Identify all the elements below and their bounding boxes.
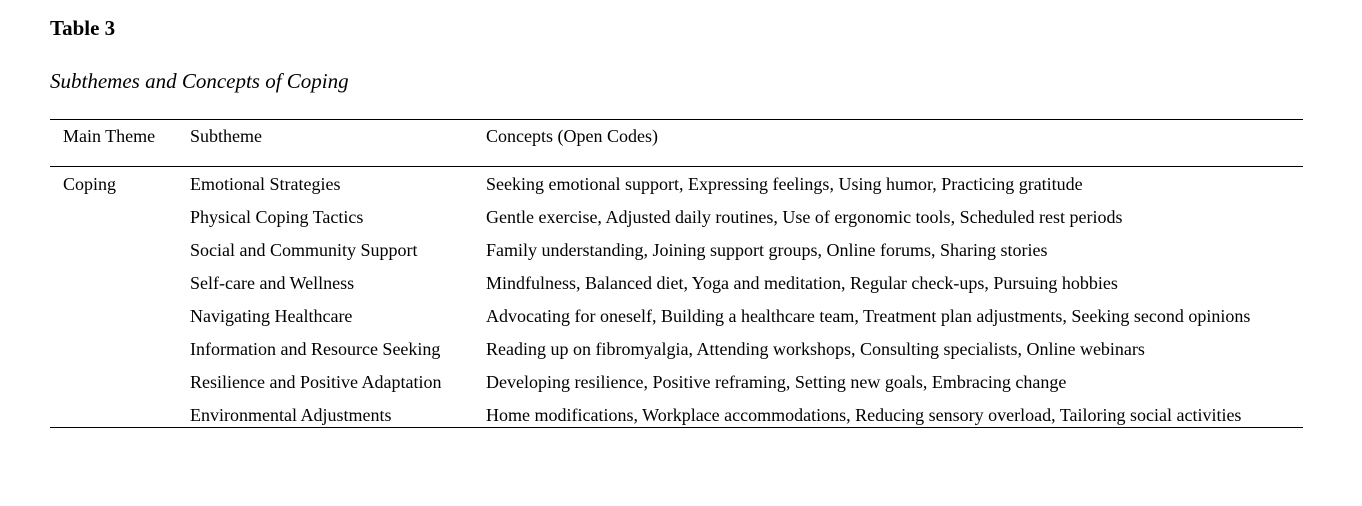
table-row (50, 399, 1303, 428)
subtheme-cell: Emotional Strategies (190, 174, 341, 194)
concepts-cell: Gentle exercise, Adjusted daily routines, Use of ergonomic tools, Scheduled rest periods (486, 207, 1123, 227)
table-label: Table 3 (50, 16, 116, 40)
header-main-theme: Main Theme (63, 126, 156, 146)
table-caption: Subthemes and Concepts of Coping (50, 69, 349, 93)
coping-table (50, 119, 1303, 428)
concepts-cell: Developing resilience, Positive reframing, Setting new goals, Embracing change (486, 372, 1067, 392)
table-row (50, 300, 1303, 333)
table-row (50, 267, 1303, 300)
concepts-cell: Family understanding, Joining support groups, Online forums, Sharing stories (486, 240, 1048, 260)
main-theme-cell: Coping (63, 174, 117, 194)
main-theme-cell-empty (50, 300, 190, 333)
subtheme-cell: Information and Resource Seeking (190, 339, 441, 359)
subtheme-cell: Navigating Healthcare (190, 306, 353, 326)
subtheme-cell: Self-care and Wellness (190, 273, 355, 293)
header-concepts: Concepts (Open Codes) (486, 126, 658, 146)
subtheme-cell: Environmental Adjustments (190, 405, 392, 425)
main-theme-cell-empty (50, 201, 190, 234)
main-theme-cell-empty (50, 366, 190, 399)
table-header-row (50, 120, 1303, 167)
table-row (50, 366, 1303, 399)
concepts-cell: Home modifications, Workplace accommodations, Reducing sensory overload, Tailoring social activities (486, 405, 1242, 425)
subtheme-cell: Physical Coping Tactics (190, 207, 364, 227)
main-theme-cell-empty (50, 399, 190, 428)
main-theme-cell-empty (50, 234, 190, 267)
table-row (50, 234, 1303, 267)
table-row (50, 333, 1303, 366)
concepts-cell: Reading up on fibromyalgia, Attending workshops, Consulting specialists, Online webinars (486, 339, 1145, 359)
main-theme-cell-empty (50, 333, 190, 366)
subtheme-cell: Resilience and Positive Adaptation (190, 372, 442, 392)
subtheme-cell: Social and Community Support (190, 240, 418, 260)
table-row (50, 201, 1303, 234)
table-row (50, 167, 1303, 202)
concepts-cell: Mindfulness, Balanced diet, Yoga and meditation, Regular check-ups, Pursuing hobbies (486, 273, 1118, 293)
header-subtheme: Subtheme (190, 126, 262, 146)
main-theme-cell-empty (50, 267, 190, 300)
concepts-cell: Advocating for oneself, Building a healthcare team, Treatment plan adjustments, Seeking second opinions (486, 306, 1251, 326)
concepts-cell: Seeking emotional support, Expressing feelings, Using humor, Practicing gratitude (486, 174, 1083, 194)
